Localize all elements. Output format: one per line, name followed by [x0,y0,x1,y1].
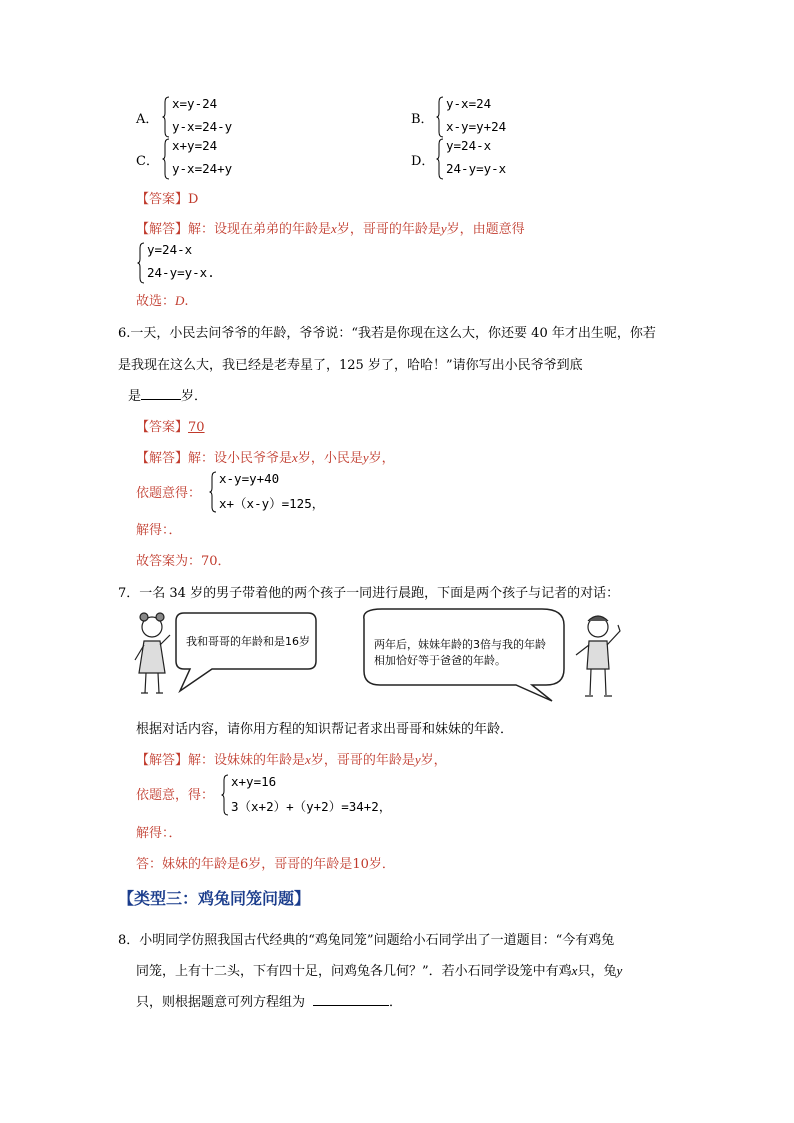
choice-text: 故选： [136,294,176,309]
var-x: x [571,963,578,978]
section-heading: 【类型三：鸡兔同笼问题】 [118,889,311,908]
solution-text: 解：设小民爷爷是 [188,451,293,466]
solution-text: 岁，由题意得 [446,222,525,237]
q7-prompt: 根据对话内容，请你用方程的知识帮记者求出哥哥和妹妹的年龄． [136,722,514,737]
option-d-eq2: 24-y=y-x [446,161,507,176]
option-d-label: D． [411,154,435,169]
girl-figure [135,613,170,693]
solution-text: 解：设妹妹的年龄是 [188,753,306,768]
system-end: ， [378,799,392,814]
answer-value: 10 [352,857,369,872]
bubble-right-text-2: 相加恰好等于爸爸的年龄。 [374,654,506,667]
var-x: x [292,450,298,465]
q6-answer [136,416,205,435]
q8-stem-line1: 8．小明同学仿照我国古代经典的“鸡兔同笼”问题给小石同学出了一道题目：“今有鸡兔 [118,933,615,948]
system-eq1: x-y=y+40 [219,471,280,486]
q7-system [221,774,421,820]
solution-text: 岁，小民是 [297,451,363,466]
choice-end: . [184,294,189,309]
q6-stem-line1: 6.一天，小民去问爷爷的年龄，爷爷说：“我若是你现在这么大，你还要 40 年才出生呢，你若 [118,326,656,341]
option-a-eq1: x=y-24 [172,96,218,111]
answer-text: 答：妹妹的年龄是 [136,857,241,872]
solution-tag: 【解答】 [136,451,189,466]
q5-choice [136,290,189,309]
system-end: . [207,265,215,280]
q7-solution-line [136,749,447,768]
system-eq2 [219,494,324,512]
option-c-system [162,138,282,184]
brace-icon [436,96,444,138]
answer-text: 岁，哥哥的年龄是 [248,857,353,872]
option-c-eq1: x+y=24 [172,138,218,153]
var-x: x [331,221,337,236]
q8-stem-line3 [136,991,402,1010]
answer-tag: 【答案】 [136,192,189,207]
q6-text: 是 [128,389,142,404]
option-d-system [436,138,556,184]
option-a-eq2: y-x=24-y [172,119,233,134]
answer-value: 70 [188,420,205,435]
var-y: y [440,221,447,236]
answer-tag: 【答案】 [136,420,189,435]
answer-text: 岁． [368,857,395,872]
system-eq2 [147,265,215,280]
q6-text: 岁． [181,389,208,404]
q5-system [137,242,277,288]
brace-icon [209,471,217,513]
option-c-label: C． [136,154,159,169]
system-eq2-text: 3（x+2）+（y+2）=34+2 [231,799,379,814]
answer-value: D [188,192,199,207]
q8-text: 同笼，上有十二头，下有四十足，问鸡兔各几何？”．若小石同学设笼中有鸡 [136,964,572,979]
q6-conclusion: 故答案为：70． [136,554,231,569]
q8-text: ． [389,995,403,1010]
q7-setup: 依题意，得： [136,788,215,803]
solution-tag: 【解答】 [136,222,189,237]
brace-icon [162,96,170,138]
solution-text: 岁， [420,753,447,768]
var-y: y [362,450,369,465]
system-eq2-text: x+（x-y）=125 [219,496,312,511]
q6-stem-line3 [128,385,207,404]
q8-text: 只，兔 [577,964,617,979]
q5-answer [136,188,198,207]
brace-icon [162,138,170,180]
system-end: ， [311,496,325,511]
choice-value: D [175,293,185,308]
bubble-left-text: 我和哥哥的年龄和是16岁 [186,635,310,648]
q8-text: 只，则根据题意可列方程组为 [136,995,306,1010]
answer-value: 6 [240,857,249,872]
q6-stem-line2: 是我现在这么大，我已经是老寿星了，125 岁了，哈哈！”请你写出小民爷爷到底 [118,358,583,373]
bubble-left [176,613,316,691]
var-x: x [305,752,311,767]
solution-text: 岁，哥哥的年龄是 [336,222,441,237]
q8-stem-line2 [136,960,622,979]
option-a-system [162,96,282,142]
option-b-system [436,96,556,142]
q7-stem: 7．一名 34 岁的男子带着他的两个孩子一同进行晨跑，下面是两个孩子与记者的对话： [118,586,620,601]
solution-text: 岁，哥哥的年龄是 [310,753,415,768]
option-b-eq2: x-y=y+24 [446,119,507,134]
var-y: y [414,752,421,767]
q6-solution-line [136,447,395,466]
brace-icon [137,242,145,284]
q6-system [209,471,349,517]
system-eq2 [231,797,391,815]
option-c-eq2: y-x=24+y [172,161,233,176]
q6-solve: 解得：． [136,523,182,538]
brace-icon [221,774,229,816]
answer-blank[interactable] [141,399,181,400]
solution-text: 解：设现在弟弟的年龄是 [188,222,332,237]
q7-final-answer [136,853,395,872]
system-eq1: y=24-x [147,242,193,257]
q6-setup: 依题意得： [136,486,202,501]
option-a-label: A． [136,112,159,127]
q7-solve: 解得：． [136,826,182,841]
boy-figure [576,616,620,696]
option-b-label: B． [411,112,434,127]
bubble-right-text-1: 两年后，妹妹年龄的3倍与我的年龄 [374,638,546,651]
brace-icon [436,138,444,180]
solution-tag: 【解答】 [136,753,189,768]
option-d-eq1: y=24-x [446,138,492,153]
answer-blank[interactable] [313,1005,389,1006]
var-y: y [616,963,623,978]
q5-solution-line [136,218,525,237]
solution-text: 岁， [368,451,395,466]
system-eq1: x+y=16 [231,774,277,789]
option-b-eq1: y-x=24 [446,96,492,111]
system-eq2-text: 24-y=y-x [147,265,208,280]
